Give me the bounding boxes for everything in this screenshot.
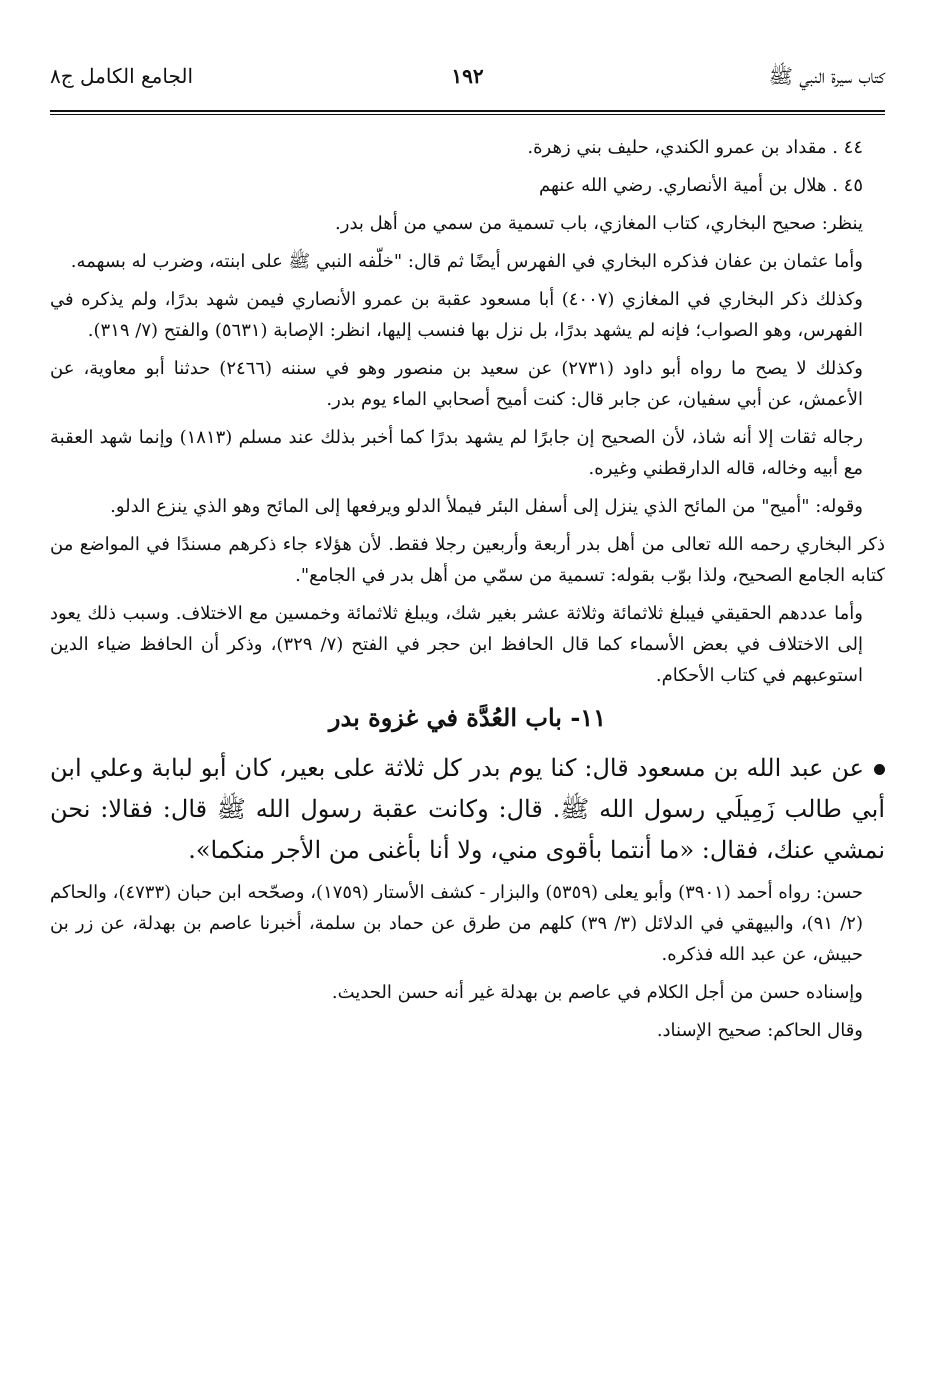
bullet-icon — [874, 764, 885, 775]
paragraph: رجاله ثقات إلا أنه شاذ، لأن الصحيح إن جابرًا لم يشهد بدرًا كما أخبر بذلك عند مسلم (١٨١٣) وإنما شهد العقبة مع أبيه وخاله، قاله الدارقطني وغيره. — [50, 427, 863, 479]
list-item: ٤٤ . مقداد بن عمرو الكندي، حليف بني زهرة. — [527, 137, 863, 158]
page-body — [50, 132, 885, 1053]
paragraph: وأما عددهم الحقيقي فيبلغ ثلاثمائة وثلاثة عشر بغير شك، ويبلغ ثلاثمائة وخمسين مع الاختلاف. وسبب ذلك يعود إلى الاختلاف في بعض الأسماء كما قال الحافظ ابن حجر في الفتح (٧/ ٣٢٩)، وذكر أن الحافظ ضياء الدين استوعبهم في كتاب الأحكام. — [50, 603, 863, 686]
paragraph: وكذلك ذكر البخاري في المغازي (٤٠٠٧) أبا مسعود عقبة بن عمرو الأنصاري فيمن شهد بدرًا، ولم يذكره في الفهرس، وهو الصواب؛ فإنه لم يشهد بدرًا، بل نزل بها فنسب إليها، انظر: الإصابة (٥٦٣١) والفتح (٧/ ٣١٩). — [50, 289, 864, 341]
paragraph: حسن: رواه أحمد (٣٩٠١) وأبو يعلى (٥٣٥٩) والبزار - كشف الأستار (١٧٥٩)، وصحّحه ابن حبان (٤٧٣٣)، والحاكم (٢/ ٩١)، والبيهقي في الدلائل (٣/ ٣٩) كلهم من طرق عن حماد بن سلمة، أخبرنا عاصم بن بهدلة، عن زر بن حبيش، عن عبد الله فذكره. — [50, 882, 863, 965]
paragraph: ذكر البخاري رحمه الله تعالى من أهل بدر أربعة وأربعين رجلا فقط. لأن هؤلاء جاء ذكرهم مسندًا في المواضع من كتابه الجامع الصحيح، ولذا بوّب بقوله: تسمية من سمّي من أهل بدر في الجامع". — [50, 534, 885, 586]
paragraph: ينظر: صحيح البخاري، كتاب المغازي، باب تسمية من سمي من أهل بدر. — [335, 213, 863, 234]
header-rule-thin — [50, 114, 885, 115]
paragraph: وقال الحاكم: صحيح الإسناد. — [656, 1020, 863, 1041]
paragraph: وكذلك لا يصح ما رواه أبو داود (٢٧٣١) عن سعيد بن منصور وهو في سننه (٢٤٦٦) حدثنا أبو معاوية، عن الأعمش، عن أبي سفيان، عن جابر قال: كنت أميح أصحابي الماء يوم بدر. — [50, 358, 864, 410]
header-rule-thick — [50, 110, 885, 112]
paragraph: وأما عثمان بن عفان فذكره البخاري في الفهرس أيضًا ثم قال: "خلّفه النبي ﷺ على ابنته، وضرب له بسهمه. — [70, 251, 863, 272]
header-book-title: كتاب سيرة النبي ﷺ — [768, 64, 885, 88]
paragraph: وإسناده حسن من أجل الكلام في عاصم بن بهدلة غير أنه حسن الحديث. — [331, 982, 863, 1003]
hadith-text — [50, 748, 885, 871]
list-item: ٤٥ . هلال بن أمية الأنصاري. رضي الله عنهم — [539, 175, 863, 196]
paragraph: وقوله: "أميح" من المائح الذي ينزل إلى أسفل البئر فيملأ الدلو ويرفعها إلى المائح وهو الذي ينزع الدلو. — [110, 496, 863, 517]
hadith-body: عن عبد الله بن مسعود قال: كنا يوم بدر كل ثلاثة على بعير، كان أبو لبابة وعلي ابن أبي طالب زَمِيلَي رسول الله ﷺ. قال: وكانت عقبة رسول الله ﷺ قال: فقالا: نحن نمشي عنك، فقال: «ما أنتما بأقوى مني، ولا أنا بأغنى من الأجر منكما». — [50, 754, 885, 864]
header-book-volume: الجامع الكامل ج٨ — [50, 64, 194, 88]
running-header — [50, 58, 885, 98]
page-number: ١٩٢ — [451, 64, 484, 88]
chapter-title: ١١- باب العُدَّة في غزوة بدر — [328, 703, 607, 732]
